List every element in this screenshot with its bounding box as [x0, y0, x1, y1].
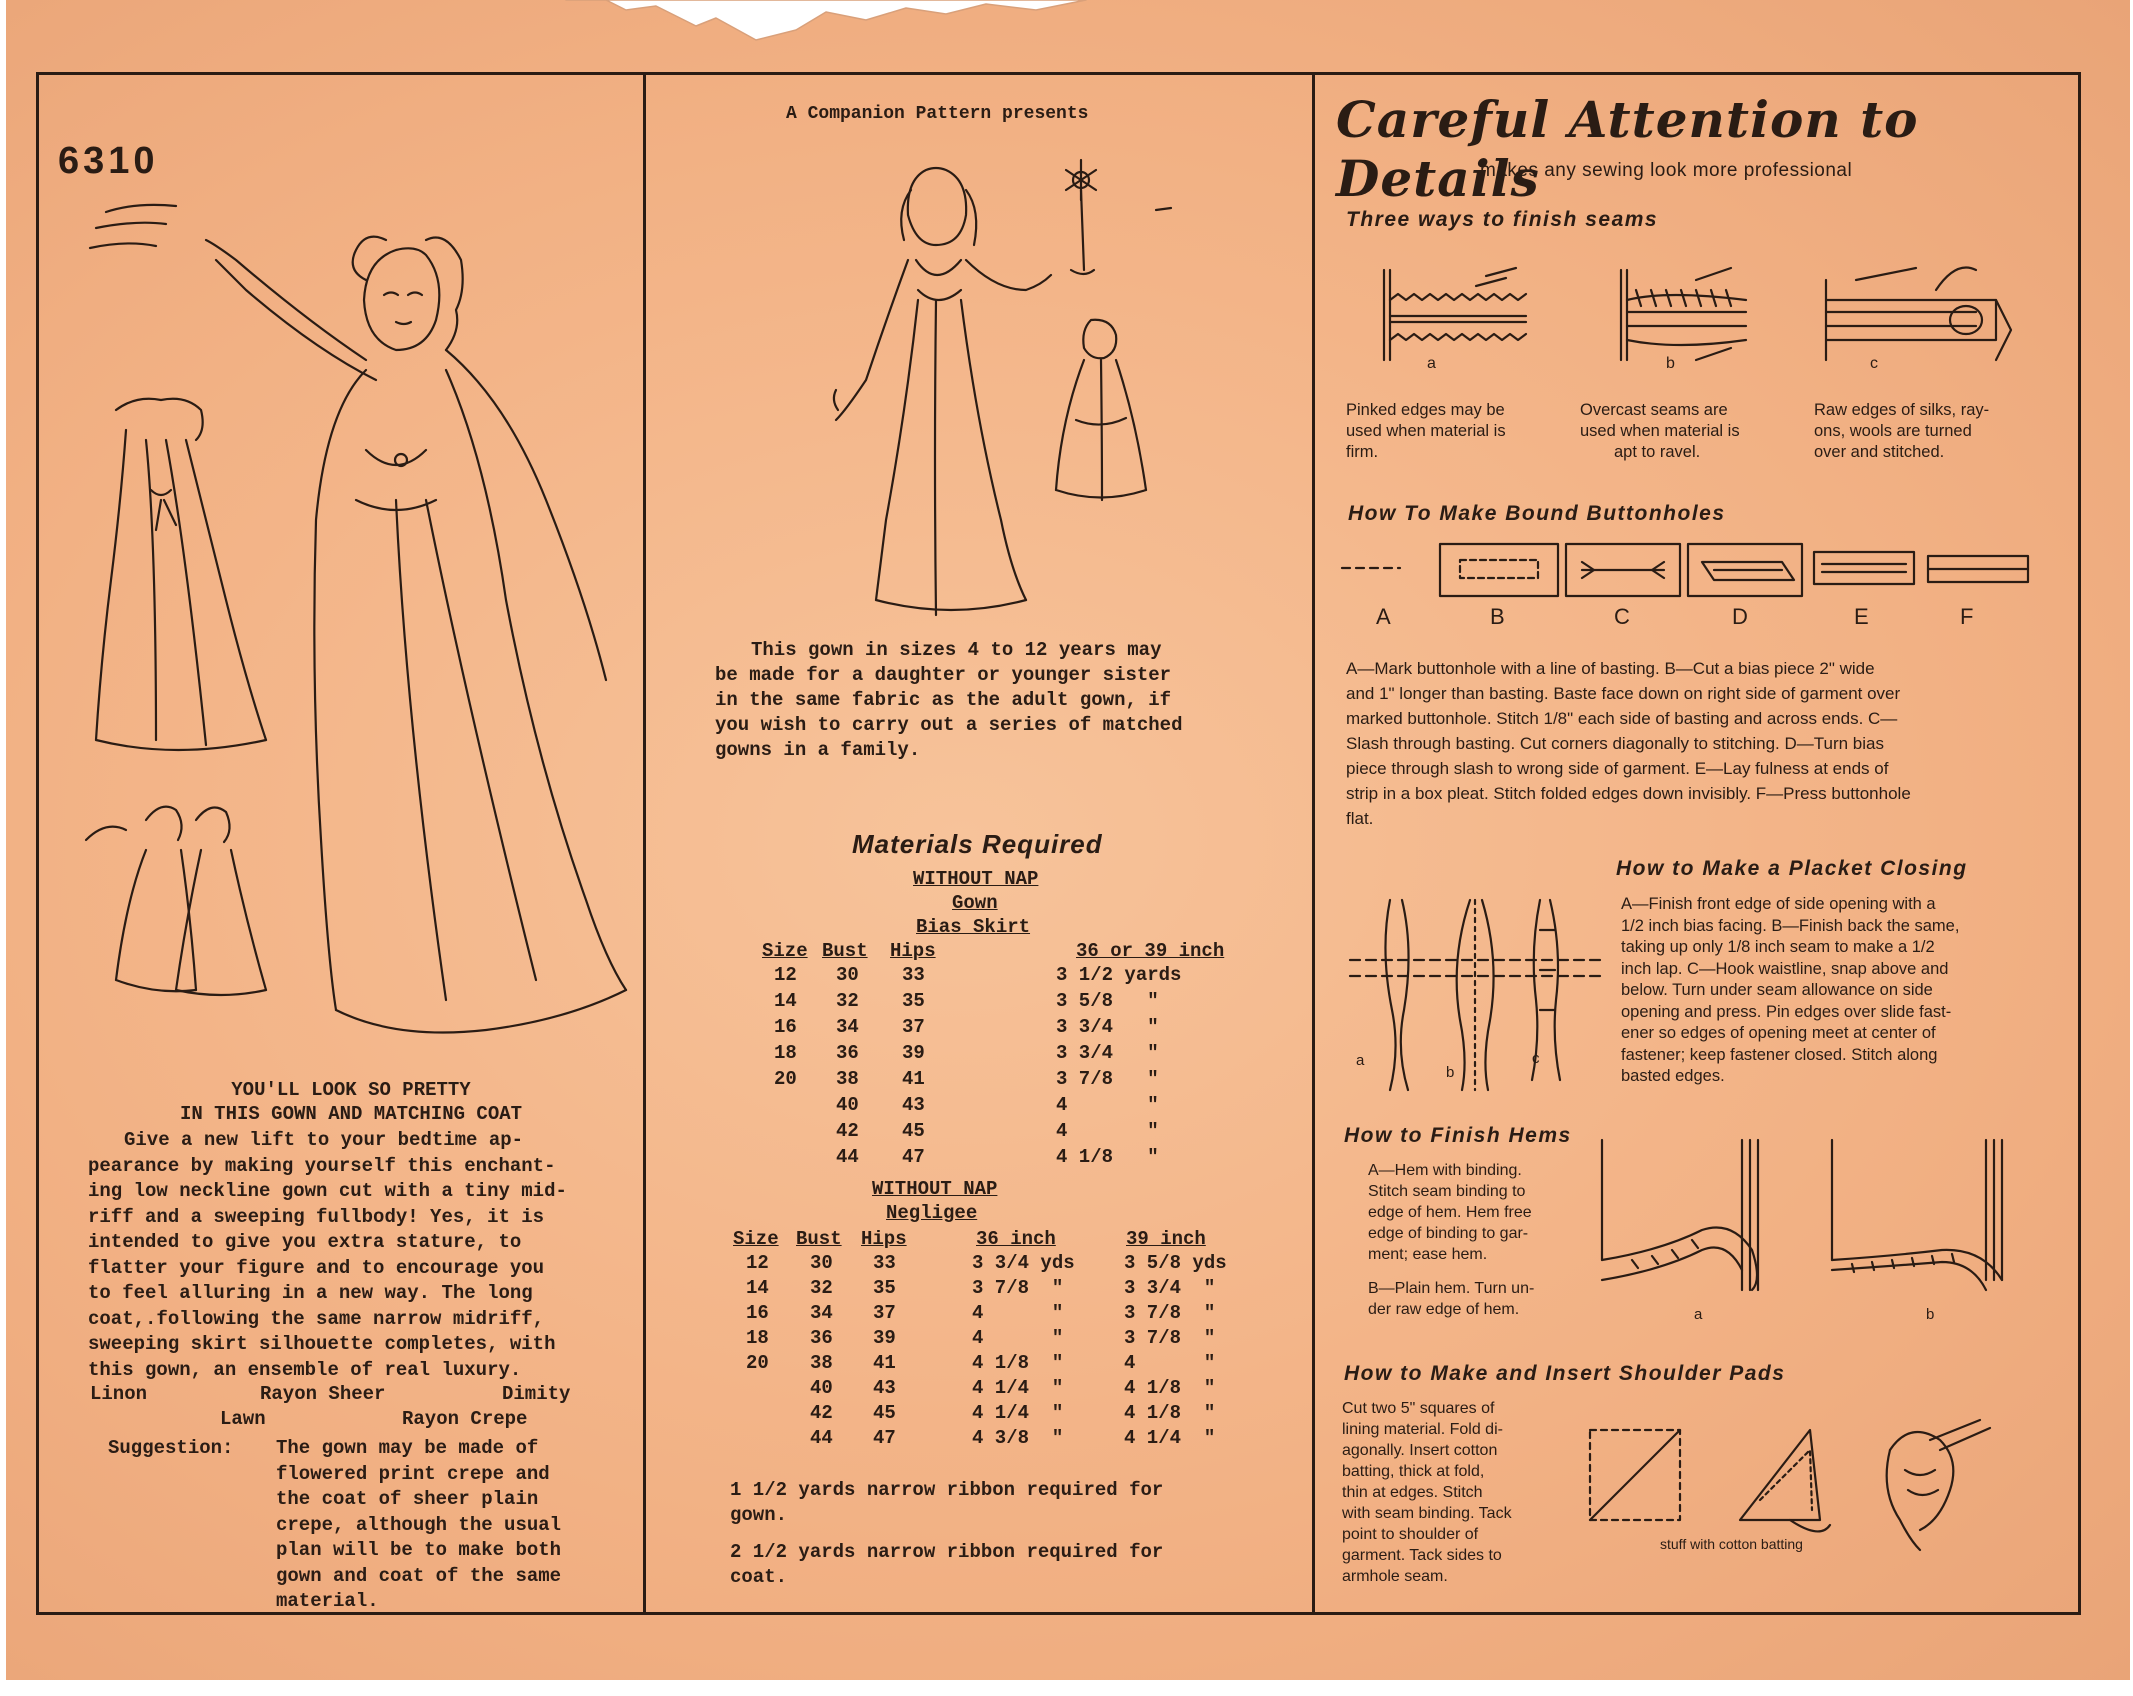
headline-line-1: YOU'LL LOOK SO PRETTY — [231, 1079, 471, 1101]
caption-line: over and stitched. — [1814, 443, 1945, 461]
column-header-bust: Bust — [822, 940, 868, 962]
caption-line: used when material is — [1580, 422, 1740, 440]
seam-caption-a — [1346, 400, 1560, 463]
cell-hips: 39 — [902, 1042, 925, 1064]
instruction-line: below. Turn under seam allowance on side — [1621, 981, 1933, 999]
cell-yardage: 4 1/8 " — [1056, 1146, 1159, 1168]
description-line: this gown, an ensemble of real luxury. — [88, 1358, 522, 1381]
column-divider-left — [643, 72, 646, 1615]
instruction-line: and 1" longer than basting. Baste face down on right side of garment over — [1346, 684, 1901, 703]
cell-size: 12 — [774, 964, 797, 986]
description-line: sweeping skirt silhouette completes, with — [88, 1333, 556, 1355]
cell-hips: 43 — [902, 1094, 925, 1116]
cell-39: 3 7/8 " — [1124, 1302, 1216, 1324]
table-heading: WITHOUT NAP — [872, 1178, 998, 1200]
cell-hips: 47 — [902, 1146, 925, 1168]
buttonhole-letter-e: E — [1854, 604, 1869, 629]
buttonhole-letter-f: F — [1960, 604, 1974, 629]
seam-label-b: b — [1666, 355, 1675, 372]
caption-line: apt to ravel. — [1614, 443, 1701, 461]
cell-size: 20 — [774, 1068, 797, 1090]
intro-line: gowns in a family. — [715, 739, 921, 761]
buttonhole-letter-a: A — [1376, 604, 1391, 629]
ribbon-note-gown-1: 1 1/2 yards narrow ribbon required for — [730, 1479, 1164, 1501]
cell-hips: 41 — [902, 1068, 925, 1090]
instruction-line: opening and press. Pin edges over slide fast- — [1621, 1002, 1952, 1021]
instruction-line: Slash through basting. Cut corners diagonally to stitching. D—Turn bias — [1346, 734, 1884, 753]
cell-36: 4 1/4 " — [972, 1377, 1064, 1399]
instruction-line: strip in a box pleat. Stitch folded edges down invisibly. F—Press buttonhole — [1346, 784, 1911, 803]
column-header-size: Size — [733, 1228, 779, 1250]
instruction-line: fastener; keep fastener closed. Stitch along — [1621, 1045, 1938, 1064]
seam-caption-b — [1580, 400, 1794, 463]
caption-line: ons, wools are turned — [1814, 422, 1972, 440]
caption-line: firm. — [1346, 443, 1379, 461]
instruction-line: edge of binding to gar- — [1368, 1225, 1529, 1242]
ribbon-note-coat-1: 2 1/2 yards narrow ribbon required for — [730, 1541, 1164, 1563]
table-heading: Bias Skirt — [916, 916, 1031, 938]
cell-36: 3 3/4 yds — [972, 1252, 1075, 1274]
buttonhole-letter-c: C — [1614, 604, 1630, 629]
table-heading: Gown — [952, 892, 998, 914]
gown-coat-illustration — [66, 200, 626, 1080]
pattern-number: 6310 — [58, 140, 159, 182]
cell-size: 14 — [746, 1277, 769, 1299]
seam-label-c: c — [1870, 355, 1878, 372]
cell-size: 16 — [774, 1016, 797, 1038]
column-header-hips: Hips — [890, 940, 936, 962]
column-header-bust: Bust — [796, 1228, 842, 1250]
instruction-line: Stitch seam binding to — [1368, 1183, 1526, 1200]
companion-pattern-presents: A Companion Pattern presents — [786, 104, 1089, 124]
cell-39: 3 3/4 " — [1124, 1277, 1216, 1299]
caption-line: Pinked edges may be — [1346, 401, 1505, 419]
intro-line: This gown in sizes 4 to 12 years may — [751, 639, 1162, 661]
cell-36: 4 " — [972, 1327, 1064, 1349]
cell-bust: 32 — [836, 990, 859, 1012]
cell-39: 4 1/4 " — [1124, 1427, 1216, 1449]
column-header-width: 36 or 39 inch — [1076, 940, 1225, 962]
girl-gown-illustration — [826, 160, 1186, 630]
placket-diagrams — [1350, 890, 1600, 1090]
suggestion-line: plan will be to make both — [276, 1539, 562, 1561]
instruction-line: lining material. Fold di- — [1342, 1421, 1503, 1438]
cell-yardage: 3 7/8 " — [1056, 1068, 1159, 1090]
cell-yardage: 4 " — [1056, 1120, 1159, 1142]
instruction-line: with seam binding. Tack — [1342, 1505, 1512, 1522]
description-line: riff and a sweeping fullbody! Yes, it is — [88, 1205, 545, 1228]
caption-line: Raw edges of silks, ray- — [1814, 401, 1990, 419]
column-header-39: 39 inch — [1126, 1228, 1206, 1250]
instruction-line: batting, thick at fold, — [1342, 1463, 1485, 1480]
cell-bust: 42 — [836, 1120, 859, 1142]
cell-hips: 37 — [873, 1302, 896, 1324]
cell-36: 4 1/4 " — [972, 1402, 1064, 1424]
fabric-linon: Linon — [90, 1383, 148, 1405]
cell-bust: 36 — [810, 1327, 833, 1349]
cell-size: 12 — [746, 1252, 769, 1274]
suggestion-line: The gown may be made of — [276, 1437, 539, 1459]
fabric-rayon-sheer: Rayon Sheer — [260, 1383, 386, 1405]
materials-table-negligee — [706, 1178, 1286, 1458]
pattern-envelope-back — [6, 0, 2130, 1680]
cell-39: 3 5/8 yds — [1124, 1252, 1227, 1274]
cell-39: 4 1/8 " — [1124, 1377, 1216, 1399]
cell-hips: 37 — [902, 1016, 925, 1038]
instruction-line: basted edges. — [1621, 1067, 1725, 1085]
seam-diagrams — [1376, 260, 2016, 380]
placket-label-c: c — [1532, 1050, 1540, 1067]
suggestion-label: Suggestion: — [108, 1437, 234, 1459]
description-line: coat,.following the same narrow midriff, — [88, 1307, 545, 1330]
intro-line: in the same fabric as the adult gown, if — [715, 689, 1172, 711]
cell-hips: 33 — [902, 964, 925, 986]
cell-yardage: 4 " — [1056, 1094, 1159, 1116]
cell-yardage: 3 3/4 " — [1056, 1042, 1159, 1064]
cell-hips: 35 — [902, 990, 925, 1012]
cell-bust: 36 — [836, 1042, 859, 1064]
shoulder-pads-title: How to Make and Insert Shoulder Pads — [1344, 1362, 1786, 1385]
cell-hips: 35 — [873, 1277, 896, 1299]
description-line: to feel alluring in a new way. The long — [88, 1282, 533, 1304]
table-heading: Negligee — [886, 1202, 978, 1224]
cell-bust: 34 — [810, 1302, 833, 1324]
hem-label-a: a — [1694, 1306, 1703, 1323]
suggestion-line: flowered print crepe and — [276, 1462, 550, 1485]
cell-size: 18 — [774, 1042, 797, 1064]
cell-bust: 40 — [836, 1094, 859, 1116]
cell-size: 16 — [746, 1302, 769, 1324]
cell-yardage: 3 5/8 " — [1056, 990, 1159, 1012]
description-line: Give a new lift to your bedtime ap- — [124, 1129, 524, 1151]
cell-36: 3 7/8 " — [972, 1277, 1064, 1299]
instruction-line: ener so edges of opening meet at center of — [1621, 1024, 1936, 1042]
shoulder-pad-caption: stuff with cotton batting — [1660, 1536, 1803, 1552]
cell-hips: 43 — [873, 1377, 896, 1399]
instruction-line: thin at edges. Stitch — [1342, 1484, 1483, 1501]
instruction-line: edge of hem. Hem free — [1368, 1204, 1532, 1221]
cell-bust: 38 — [836, 1068, 859, 1090]
description-line: flatter your figure and to encourage you — [88, 1256, 545, 1279]
instruction-line: inch lap. C—Hook waistline, snap above and — [1621, 959, 1949, 978]
shoulder-pads-instructions — [1342, 1398, 1554, 1587]
column-divider-right — [1312, 72, 1315, 1615]
buttonhole-diagrams — [1342, 540, 2032, 610]
buttonholes-title: How To Make Bound Buttonholes — [1348, 502, 1726, 525]
cell-hips: 41 — [873, 1352, 896, 1374]
instruction-line: agonally. Insert cotton — [1342, 1442, 1498, 1459]
cell-39: 3 7/8 " — [1124, 1327, 1216, 1349]
instruction-line: A—Hem with binding. — [1368, 1162, 1522, 1179]
instruction-line: B—Plain hem. Turn un- — [1368, 1280, 1535, 1297]
cell-bust: 40 — [810, 1377, 833, 1399]
cell-36: 4 " — [972, 1302, 1064, 1324]
cell-bust: 34 — [836, 1016, 859, 1038]
cell-bust: 32 — [810, 1277, 833, 1299]
cell-yardage: 3 1/2 yards — [1056, 964, 1182, 986]
seam-label-a: a — [1427, 355, 1436, 372]
ribbon-note-coat-2: coat. — [730, 1566, 788, 1588]
instruction-line: A—Mark buttonhole with a line of basting. B—Cut a bias piece 2" wide — [1346, 659, 1875, 678]
hem-diagrams — [1602, 1140, 2032, 1320]
instruction-line: ment; ease hem. — [1368, 1246, 1488, 1263]
ribbon-note-gown-2: gown. — [730, 1504, 788, 1526]
cell-hips: 47 — [873, 1427, 896, 1449]
caption-line: used when material is — [1346, 422, 1506, 440]
details-subtitle: makes any sewing look more professional — [1480, 160, 1853, 181]
description-line: intended to give you extra stature, to — [88, 1231, 522, 1253]
intro-line: be made for a daughter or younger sister — [715, 664, 1172, 686]
cell-39: 4 " — [1124, 1352, 1216, 1374]
materials-table-gown — [706, 868, 1266, 1188]
cell-bust: 42 — [810, 1402, 833, 1424]
hem-label-b: b — [1926, 1306, 1935, 1323]
instruction-line: piece through slash to wrong side of garment. E—Lay fulness at ends of — [1346, 759, 1889, 778]
description-line: pearance by making yourself this enchant- — [88, 1154, 556, 1177]
cell-bust: 44 — [836, 1146, 859, 1168]
hems-title: How to Finish Hems — [1344, 1124, 1572, 1147]
details-title: Careful Attention to Details — [1336, 90, 1919, 208]
instruction-line: der raw edge of hem. — [1368, 1301, 1520, 1318]
cell-hips: 33 — [873, 1252, 896, 1274]
cell-bust: 30 — [836, 964, 859, 986]
caption-line: Overcast seams are — [1580, 401, 1728, 419]
seam-caption-c — [1814, 400, 2028, 463]
column-header-hips: Hips — [861, 1228, 907, 1250]
buttonhole-letter-d: D — [1732, 604, 1748, 629]
hems-instructions-b — [1368, 1278, 1588, 1320]
cell-hips: 45 — [873, 1402, 896, 1424]
placket-label-a: a — [1356, 1052, 1365, 1069]
suggestion-line: gown and coat of the same — [276, 1564, 562, 1587]
intro-line: you wish to carry out a series of matched — [715, 714, 1183, 736]
cell-bust: 30 — [810, 1252, 833, 1274]
cell-bust: 38 — [810, 1352, 833, 1374]
buttonhole-letter-b: B — [1490, 604, 1505, 629]
torn-edge — [566, 0, 1086, 60]
cell-39: 4 1/8 " — [1124, 1402, 1216, 1424]
suggestion-text — [276, 1436, 626, 1615]
seams-title: Three ways to finish seams — [1346, 208, 1659, 231]
placket-label-b: b — [1446, 1064, 1455, 1081]
column-header-36: 36 inch — [976, 1228, 1056, 1250]
cell-bust: 44 — [810, 1427, 833, 1449]
placket-instructions — [1621, 894, 2027, 1088]
materials-required-title: Materials Required — [852, 829, 1103, 859]
buttonhole-instructions — [1346, 656, 2028, 831]
cell-size: 14 — [774, 990, 797, 1012]
instruction-line: marked buttonhole. Stitch 1/8" each side of basting and across ends. C— — [1346, 709, 1898, 728]
instruction-line: point to shoulder of — [1342, 1526, 1479, 1543]
fabric-dimity: Dimity — [502, 1383, 571, 1405]
instruction-line: garment. Tack sides to — [1342, 1547, 1502, 1564]
table-heading: WITHOUT NAP — [913, 868, 1039, 890]
headline-line-2: IN THIS GOWN AND MATCHING COAT — [179, 1103, 523, 1125]
column-header-size: Size — [762, 940, 808, 962]
cell-size: 20 — [746, 1352, 769, 1374]
cell-size: 18 — [746, 1327, 769, 1349]
fabric-rayon-crepe: Rayon Crepe — [402, 1408, 528, 1430]
cell-hips: 45 — [902, 1120, 925, 1142]
fabric-lawn: Lawn — [220, 1408, 266, 1430]
gown-description — [88, 1128, 628, 1383]
suggestion-line: crepe, although the usual — [276, 1513, 562, 1536]
cell-hips: 39 — [873, 1327, 896, 1349]
suggestion-line: the coat of sheer plain — [276, 1488, 539, 1510]
cell-36: 4 1/8 " — [972, 1352, 1064, 1374]
placket-title: How to Make a Placket Closing — [1616, 857, 1968, 880]
description-line: ing low neckline gown cut with a tiny mid- — [88, 1180, 567, 1202]
cell-yardage: 3 3/4 " — [1056, 1016, 1159, 1038]
suggestion-line: material. — [276, 1590, 379, 1612]
instruction-line: Cut two 5" squares of — [1342, 1400, 1495, 1417]
instruction-line: armhole seam. — [1342, 1568, 1448, 1585]
instruction-line: taking up only 1/8 inch seam to make a 1/2 — [1621, 938, 1935, 956]
cell-36: 4 3/8 " — [972, 1427, 1064, 1449]
instruction-line: A—Finish front edge of side opening with a — [1621, 895, 1936, 913]
companion-intro — [715, 638, 1295, 763]
instruction-line: flat. — [1346, 809, 1374, 828]
instruction-line: 1/2 inch bias facing. B—Finish back the same, — [1621, 916, 1960, 935]
hems-instructions-a — [1368, 1160, 1588, 1265]
